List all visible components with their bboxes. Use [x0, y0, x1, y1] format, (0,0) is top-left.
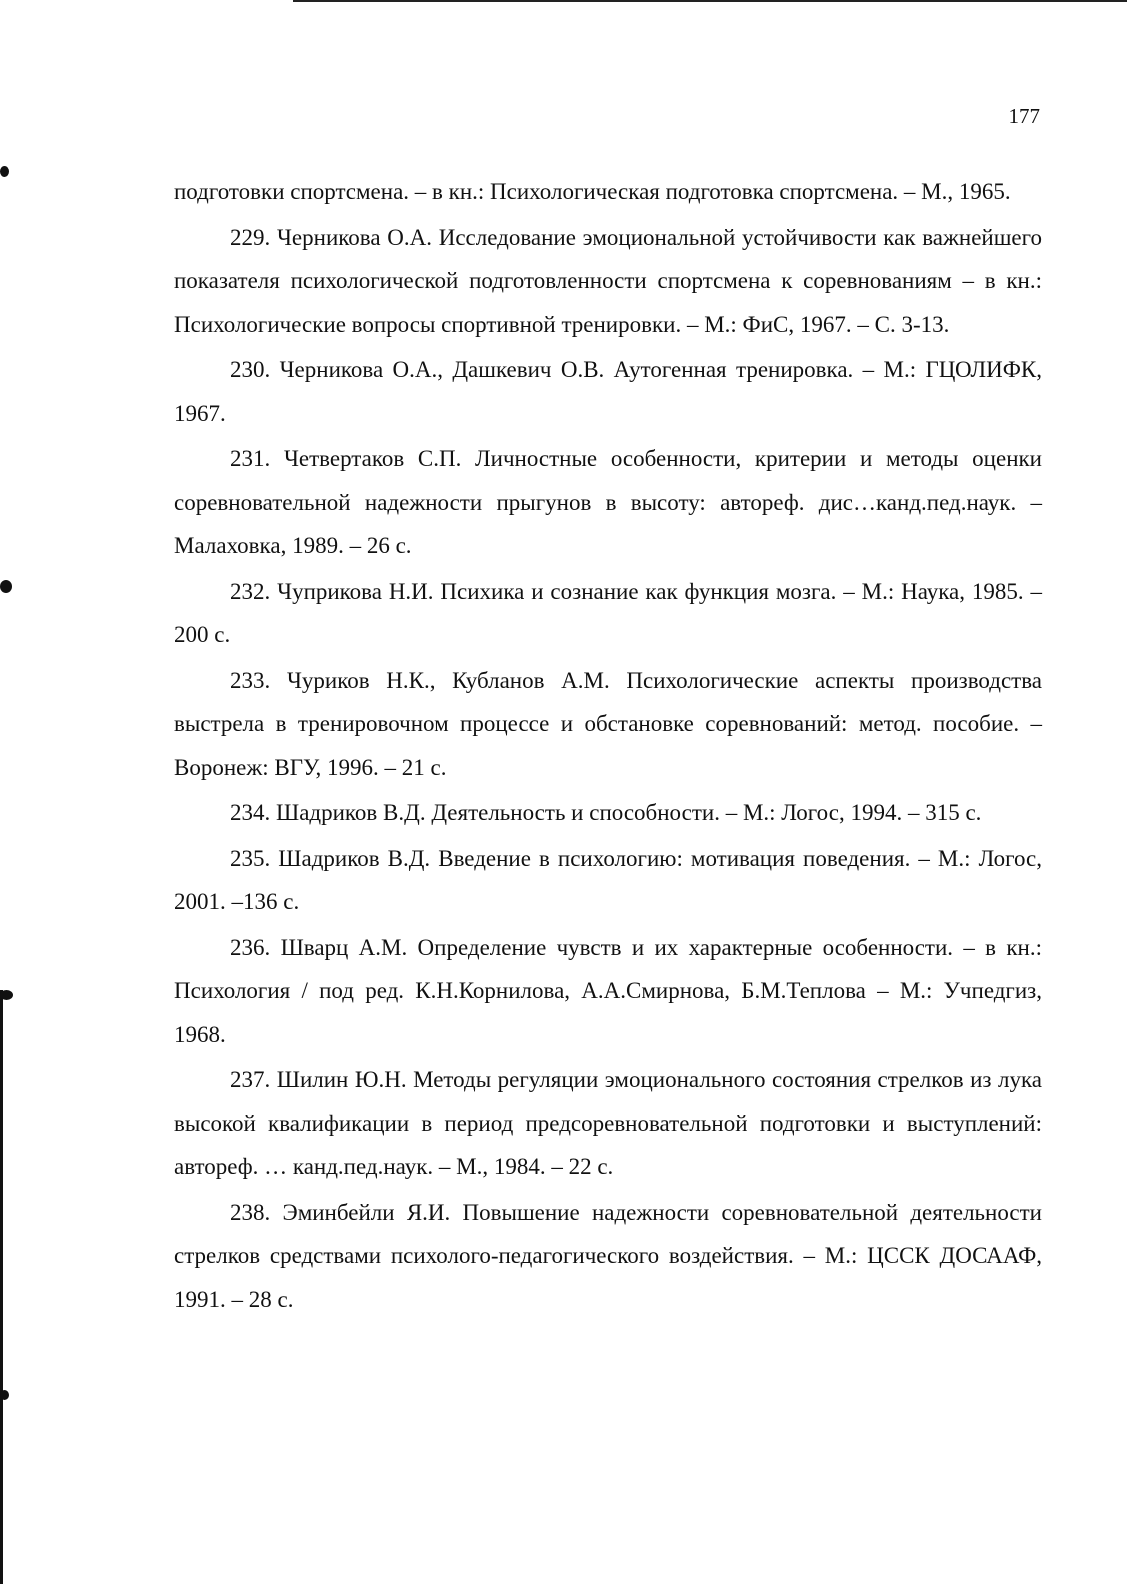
reference-entry-237: 237. Шилин Ю.Н. Методы регуляции эмоционального состояния стрелков из лука высокой квалификации в период предсоревновательной подготовки и выступлений: автореф. … канд.пед.наук. – М., 1984. – 22 с.: [174, 1067, 1042, 1179]
reference-entry-232: 232. Чуприкова Н.И. Психика и сознание как функция мозга. – М.: Наука, 1985. – 200 с.: [174, 578, 1042, 647]
reference-entry-235: 235. Шадриков В.Д. Введение в психологию: мотивация поведения. – М.: Логос, 2001. –136 с.: [174, 845, 1042, 914]
reference-entry-238: 238. Эминбейли Я.И. Повышение надежности соревновательной деятельности стрелков средствами психолого-педагогического воздействия. – М.: ЦССК ДОСААФ, 1991. – 28 с.: [174, 1199, 1042, 1312]
reference-entry-230: 230. Черникова О.А., Дашкевич О.В. Аутогенная тренировка. – М.: ГЦОЛИФК, 1967.: [174, 357, 1042, 426]
reference-entry-236: 236. Шварц А.М. Определение чувств и их характерные особенности. – в кн.: Психология / под ред. К.Н.Корнилова, А.А.Смирнова, Б.М.Теплова – М.: Учпедгиз, 1968.: [174, 934, 1042, 1047]
binding-hole-mark: [0, 580, 12, 593]
reference-entry-229: 229. Черникова О.А. Исследование эмоциональной устойчивости как важнейшего показателя психологической подготовленности спортсмена к соревнованиям – в кн.: Психологические вопросы спортивной тренировки. – М.: ФиС, 1967. – С. 3-13.: [174, 224, 1042, 337]
page-number: 177: [1008, 104, 1040, 128]
binding-hole-mark: [0, 990, 13, 1000]
reference-list: [174, 170, 1042, 1321]
left-edge-line: [0, 990, 3, 1584]
reference-entry-231: 231. Четвертаков С.П. Личностные особенности, критерии и методы оценки соревновательной надежности прыгунов в высоту: автореф. дис…канд.пед.наук. – Малаховка, 1989. – 26 с.: [174, 446, 1042, 558]
reference-entry-234: 234. Шадриков В.Д. Деятельность и способности. – М.: Логос, 1994. – 315 с.: [230, 800, 982, 825]
reference-entry-233: 233. Чуриков Н.К., Кубланов А.М. Психологические аспекты производства выстрела в тренировочном процессе и обстановке соревнований: метод. пособие. – Воронеж: ВГУ, 1996. – 21 с.: [174, 667, 1042, 780]
binding-hole-mark: [0, 1390, 9, 1400]
binding-hole-mark: [0, 166, 9, 177]
top-border-line: [293, 0, 1127, 2]
reference-continuation: подготовки спортсмена. – в кн.: Психологическая подготовка спортсмена. – М., 1965.: [174, 179, 1011, 204]
